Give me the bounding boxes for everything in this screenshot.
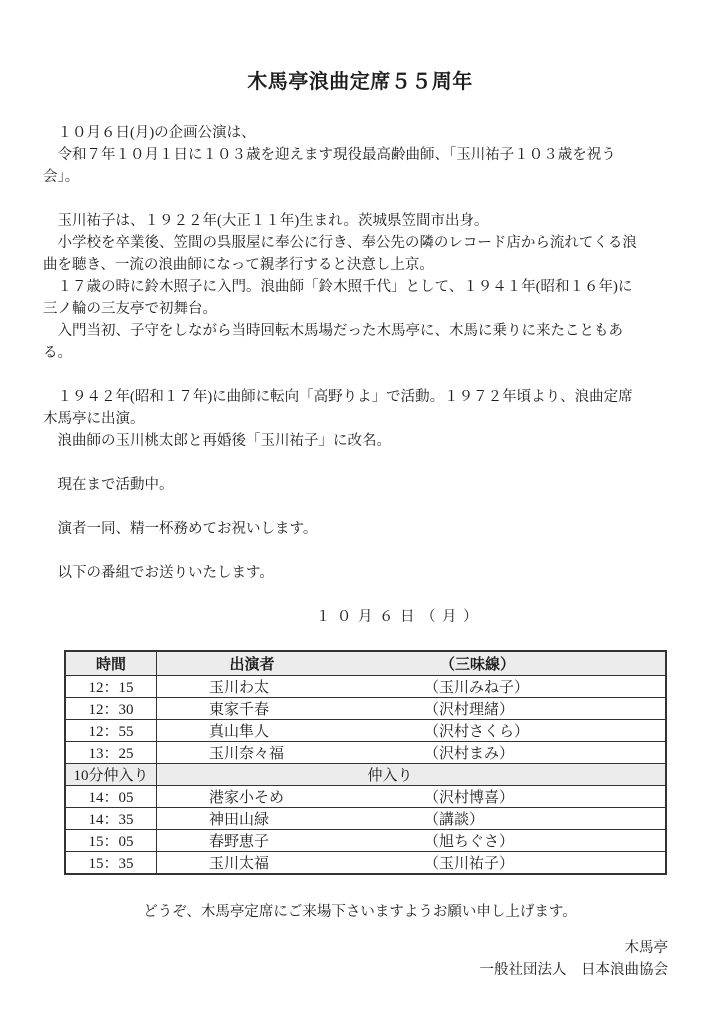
cell-performer: 港家小そめ [157,786,348,808]
body-line: 現在まで活動中。 [43,477,174,493]
signature [43,937,677,981]
cell-performer: 玉川奈々福 [157,742,348,764]
cell-time: 14：35 [65,808,157,830]
table-row [65,808,666,830]
body-line: 演者一同、精一杯務めてお祝いします。 [43,521,318,537]
cell-performer: 東家千春 [157,698,348,720]
cell-shamisen: （旭ちぐさ） [347,830,666,852]
closing-line: どうぞ、木馬亭定席にご来場下さいますようお願い申し上げます。 [143,904,577,920]
blank-line [43,364,677,386]
cell-time: 15：35 [65,852,157,875]
table-row [65,698,666,720]
cell-shamisen: （沢村博喜） [347,786,666,808]
cell-performer: 玉川太福 [157,852,348,875]
table-row [65,720,666,742]
body-line: 入門当初、子守をしながら当時回転木馬場だった木馬亭に、木馬に乗りに来たこともあ [43,323,623,339]
cell-performer: 玉川わ太 [157,676,348,698]
cell-shamisen: （玉川祐子） [347,852,666,875]
body-line: 小学校を卒業後、笠間の呉服屋に奉公に行き、奉公先の隣のレコード店から流れてくる浪 [43,235,637,251]
table-row [65,830,666,852]
body-line: 三ノ輪の三友亭で初舞台。 [43,301,217,317]
table-row [65,676,666,698]
cell-shamisen: （沢村さくら） [347,720,666,742]
cell-time: 13：25 [65,742,157,764]
cell-time: 12：30 [65,698,157,720]
cell-time: 14：05 [65,786,157,808]
cell-performer: 神田山緑 [157,808,348,830]
table-row [65,742,666,764]
cell-time: 15：05 [65,830,157,852]
body-line: 曲を聴き、一流の浪曲師になって親孝行すると決意し上京。 [43,257,434,273]
body-line: １７歳の時に鈴木照子に入門。浪曲師「鈴木照千代」として、１９４１年(昭和１６年)に [43,279,633,295]
header-cell-time: 時間 [65,651,157,676]
signature-venue: 木馬亭 [624,940,668,956]
header-cell-shamisen: （三味線） [347,651,666,676]
intermission-label: 仲入り [157,764,667,786]
document-title: 木馬亭浪曲定席５５周年 [247,71,473,93]
cell-intermission-time: 10分仲入り [65,764,157,786]
body-line: 木馬亭に出演。 [43,411,145,427]
body-line: １０月６日(月)の企画公演は、 [43,125,256,141]
cell-time: 12：15 [65,676,157,698]
cell-shamisen: （沢村まみ） [347,742,666,764]
body-line: 令和７年１０月１日に１０３歳を迎えます現役最高齢曲師、「玉川祐子１０３歳を祝う [43,147,616,163]
body-line: 玉川祐子は、１９２２年(大正１１年)生まれ。茨城県笠間市出身。 [43,213,489,229]
blank-line [43,188,677,210]
table-row [65,786,666,808]
cell-time: 12：55 [65,720,157,742]
blank-line [43,496,677,518]
blank-line [43,452,677,474]
body-line: １９４２年(昭和１７年)に曲師に転向「高野りよ」で活動。１９７２年頃より、浪曲定席 [43,389,633,405]
program-table [64,650,667,875]
body-line: る。 [43,345,72,361]
table-header-row [65,651,666,676]
body-line: 浪曲師の玉川桃太郎と再婚後「玉川祐子」に改名。 [43,433,391,449]
cell-shamisen: （玉川みね子） [347,676,666,698]
header-cell-performer: 出演者 [157,651,348,676]
table-row [65,852,666,875]
blank-line [43,584,677,606]
cell-performer: 春野恵子 [157,830,348,852]
date-heading: １０月６日（月） [315,609,485,625]
signature-organization: 一般社団法人 日本浪曲協会 [479,962,668,978]
cell-shamisen: （講談） [347,808,666,830]
body-line: 会」。 [43,169,80,185]
cell-performer: 真山隼人 [157,720,348,742]
body-text [43,122,677,606]
blank-line [43,540,677,562]
body-line: 以下の番組でお送りいたします。 [43,565,274,581]
intermission-row [65,764,666,786]
cell-shamisen: （沢村理緒） [347,698,666,720]
table-body [65,676,666,875]
